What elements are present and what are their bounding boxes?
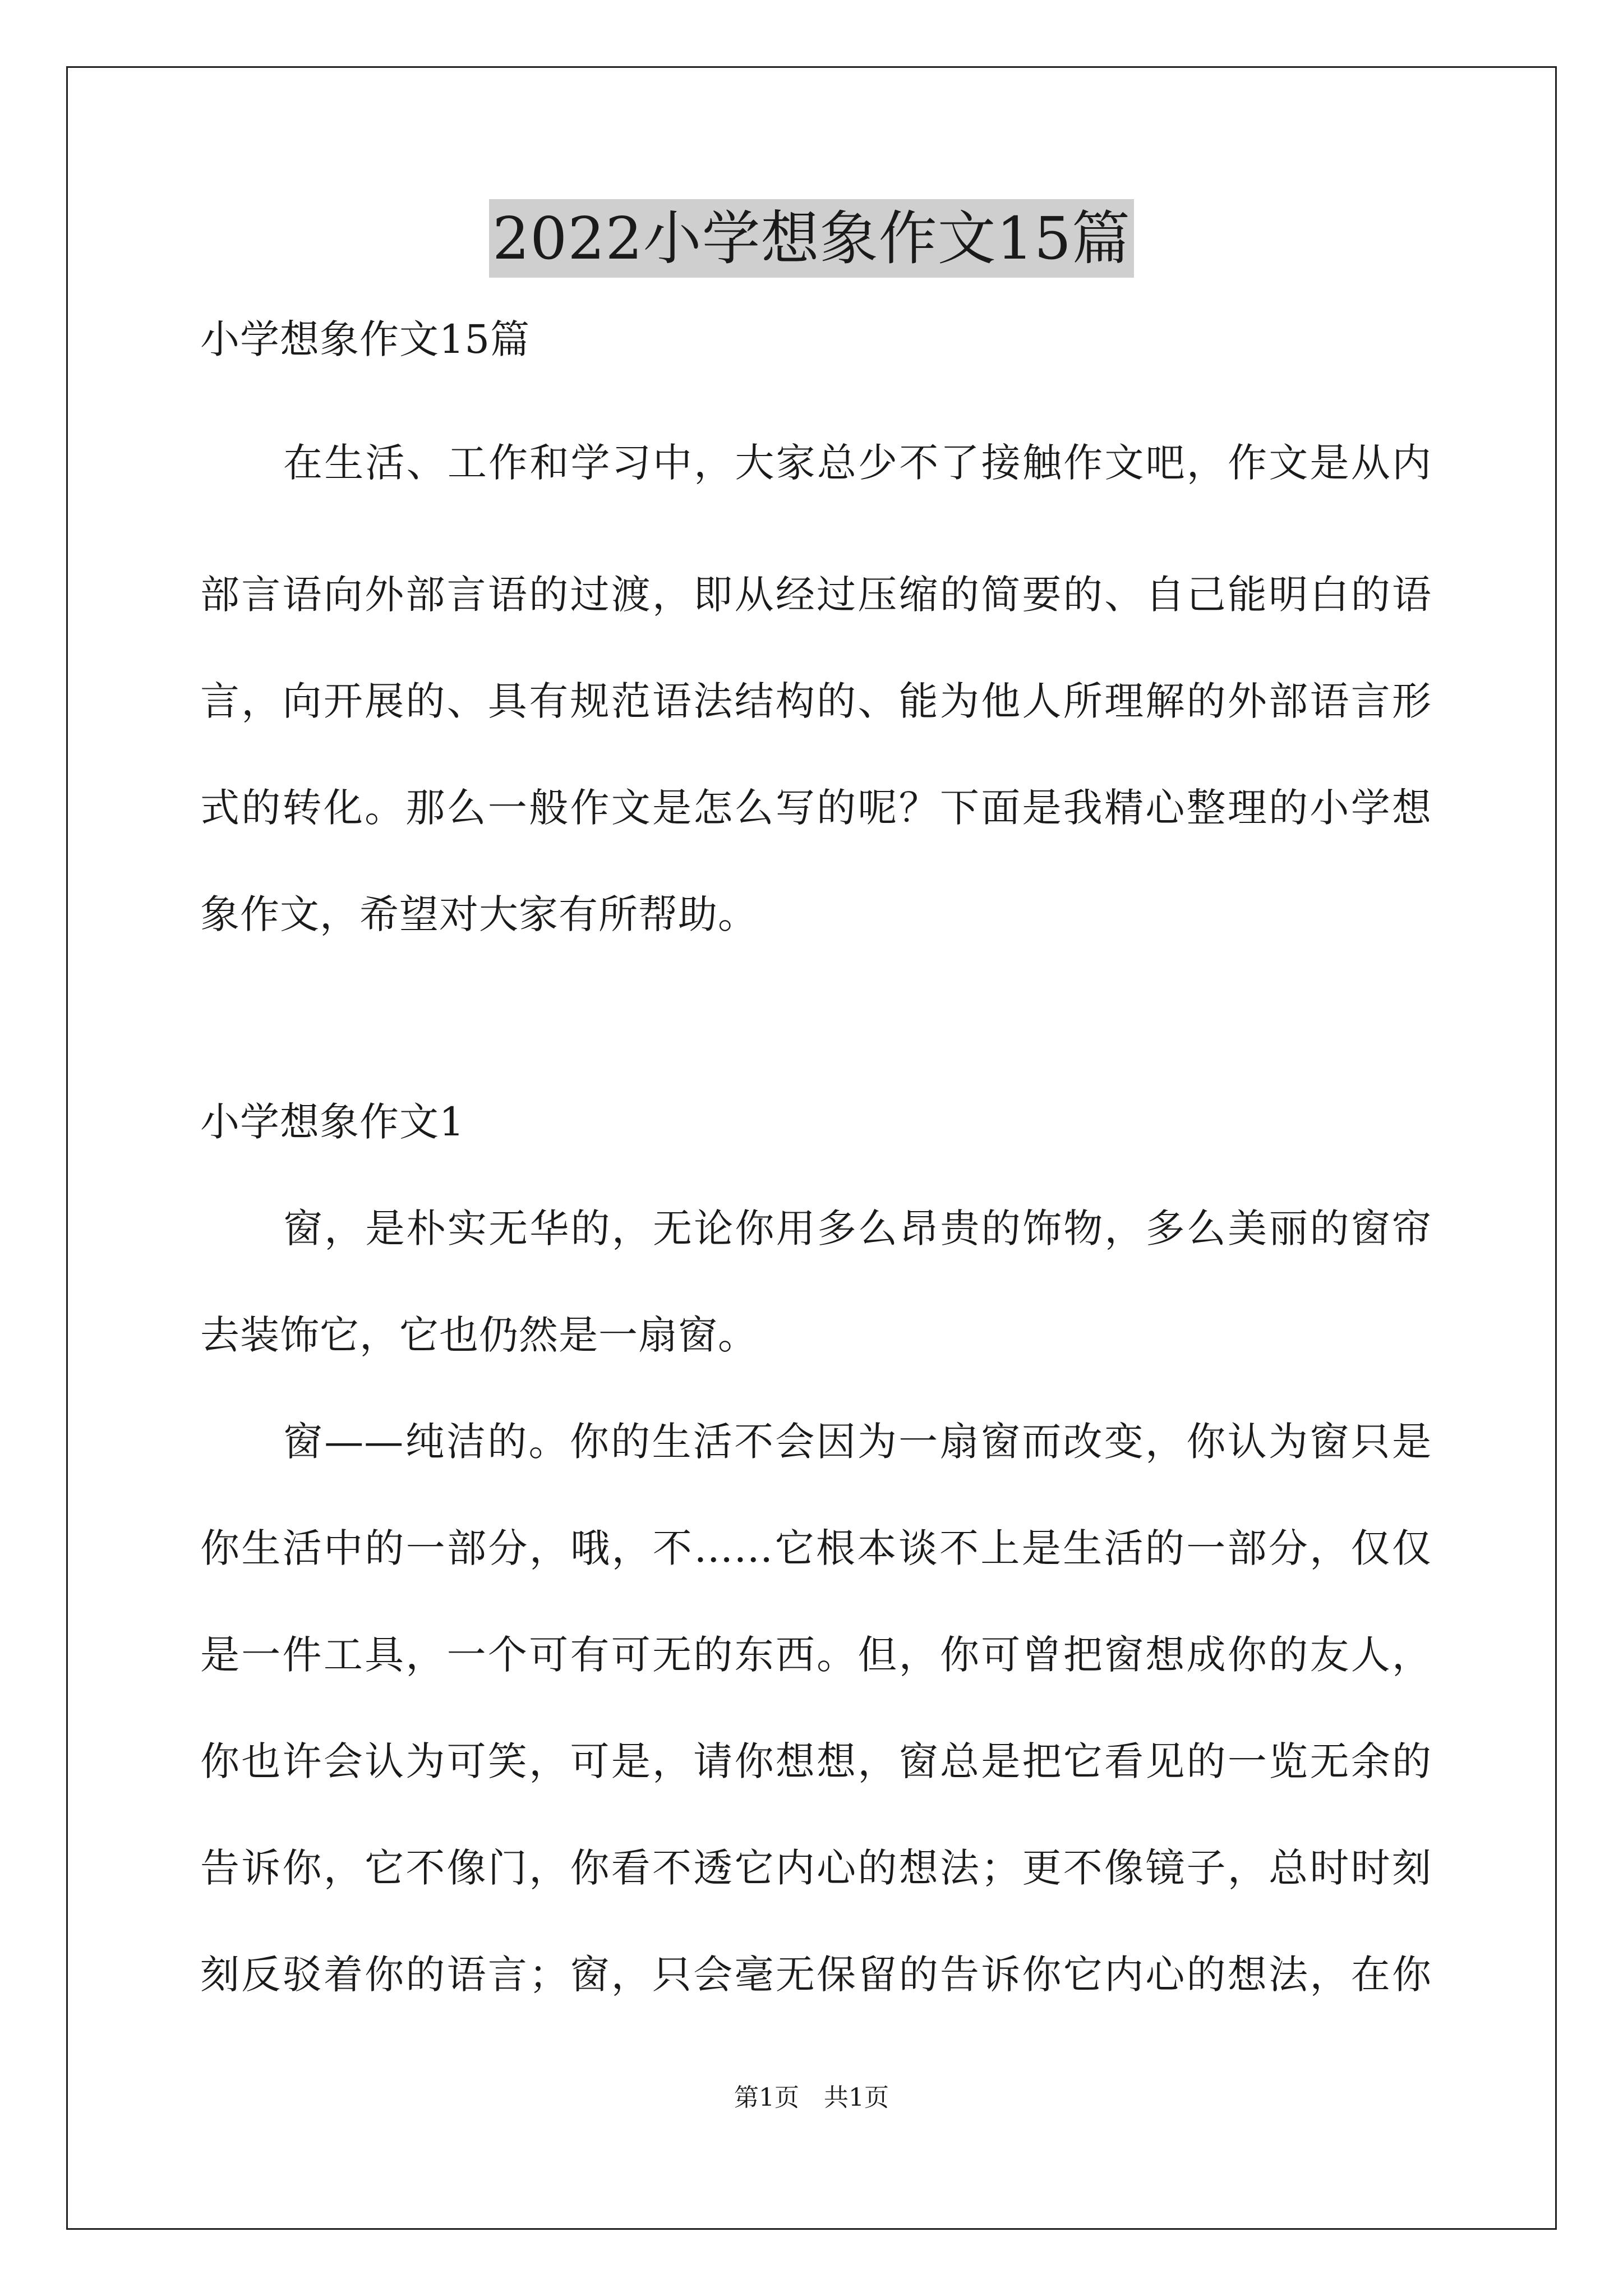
- page-footer: 第1页 共1页: [734, 2083, 889, 2112]
- paragraph-line: 象作文，希望对大家有所帮助。: [200, 891, 758, 937]
- paragraph-line: 言，向开展的、具有规范语法结构的、能为他人所理解的外部语言形: [200, 678, 1432, 724]
- paragraph-line: 窗——纯洁的。你的生活不会因为一扇窗而改变，你认为窗只是: [283, 1419, 1432, 1465]
- subtitle-line: 小学想象作文15篇: [200, 316, 531, 362]
- paragraph-line: 窗，是朴实无华的，无论你用多么昂贵的饰物，多么美丽的窗帘: [283, 1205, 1432, 1251]
- paragraph-line: 式的转化。那么一般作文是怎么写的呢？下面是我精心整理的小学想: [200, 785, 1432, 831]
- paragraph-line: 你也许会认为可笑，可是，请你想想，窗总是把它看见的一览无余的: [200, 1738, 1432, 1784]
- paragraph-line: 去装饰它，它也仍然是一扇窗。: [200, 1312, 758, 1358]
- paragraph-line: 是一件工具，一个可有可无的东西。但，你可曾把窗想成你的友人，: [200, 1632, 1432, 1678]
- section-heading: 小学想象作文1: [200, 1099, 465, 1145]
- page-border: [66, 66, 1557, 2230]
- paragraph-line: 在生活、工作和学习中，大家总少不了接触作文吧，作文是从内: [283, 440, 1432, 486]
- paragraph-line: 你生活中的一部分，哦，不……它根本谈不上是生活的一部分，仅仅: [200, 1525, 1432, 1571]
- paragraph-line: 刻反驳着你的语言；窗，只会毫无保留的告诉你它内心的想法，在你: [200, 1952, 1432, 1998]
- paragraph-line: 告诉你，它不像门，你看不透它内心的想法；更不像镜子，总时时刻: [200, 1845, 1432, 1891]
- paragraph-line: 部言语向外部言语的过渡，即从经过压缩的简要的、自己能明白的语: [200, 572, 1432, 618]
- title-block: [0, 199, 1623, 278]
- document-title: 2022小学想象作文15篇: [489, 199, 1134, 278]
